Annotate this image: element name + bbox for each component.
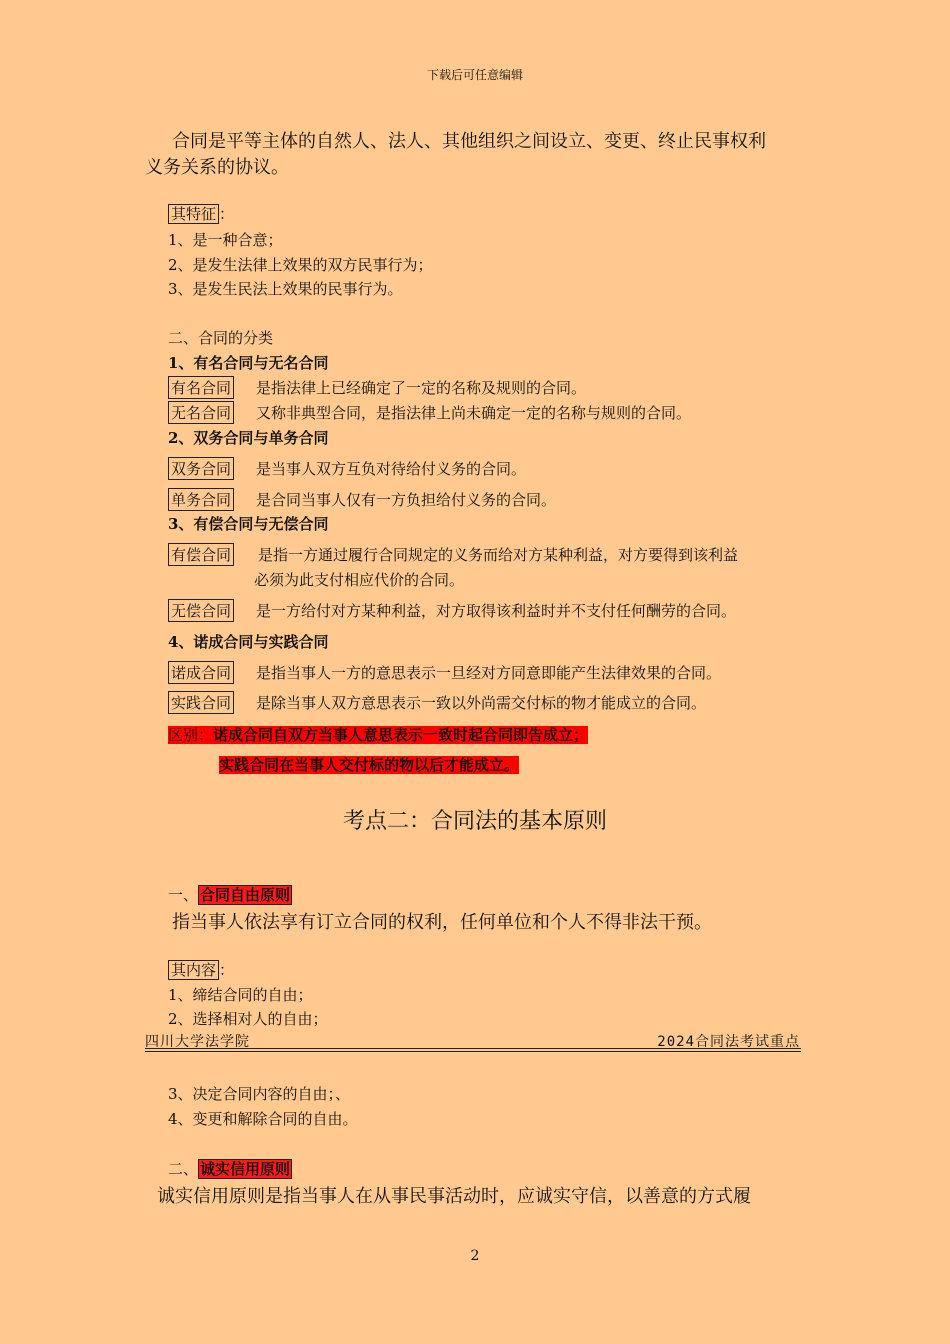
difference-label: 区别： xyxy=(168,726,214,744)
term-label: 实践合同 xyxy=(168,691,234,714)
term-label: 双务合同 xyxy=(168,457,234,480)
page-number: 2 xyxy=(470,1248,480,1264)
feature-item: 3、是发生民法上效果的民事行为。 xyxy=(168,280,403,298)
term-definition: 是合同当事人仅有一方负担给付义务的合同。 xyxy=(256,491,557,509)
footer-right: 2024合同法考试重点 xyxy=(657,1034,800,1050)
term-label: 诺成合同 xyxy=(168,661,234,684)
feature-item: 2、是发生法律上效果的双方民事行为； xyxy=(168,256,433,274)
term-definition: 是指当事人一方的意思表示一旦经对方同意即能产生法律效果的合同。 xyxy=(256,664,722,682)
features-colon: ： xyxy=(219,205,235,223)
principle-1-prefix: 一、 xyxy=(168,886,199,904)
term-definition: 是一方给付对方某种利益，对方取得该利益时并不支付任何酬劳的合同。 xyxy=(256,602,737,620)
term-definition: 是指一方通过履行合同规定的义务而给对方某种利益，对方要得到该利益 xyxy=(258,546,739,564)
group-title: 3、有偿合同与无偿合同 xyxy=(168,515,329,533)
principle-2-desc: 诚实信用原则是指当事人在从事民事活动时，应诚实守信，以善意的方式履 xyxy=(157,1186,751,1207)
term-label: 无偿合同 xyxy=(168,599,234,622)
difference-text-1: 诺成合同自双方当事人意思表示一致时起合同即告成立； xyxy=(213,726,589,744)
principle-1-desc: 指当事人依法享有订立合同的权利，任何单位和个人不得非法干预。 xyxy=(172,912,712,933)
content-item: 2、选择相对人的自由； xyxy=(168,1010,328,1028)
principle-1-heading xyxy=(168,884,292,905)
term-label: 单务合同 xyxy=(168,488,234,511)
features-label: 其特征 xyxy=(168,204,219,224)
group-title: 4、诺成合同与实践合同 xyxy=(168,633,329,651)
difference-line-1 xyxy=(168,724,588,745)
content-item: 3、决定合同内容的自由；、 xyxy=(168,1085,351,1103)
footer-rule xyxy=(145,1048,801,1052)
page-header: 下载后可任意编辑 xyxy=(426,68,523,82)
content-colon: ： xyxy=(219,961,235,979)
features-heading xyxy=(168,203,234,224)
principle-2-name: 诚实信用原则 xyxy=(200,1160,291,1178)
intro-line-1: 合同是平等主体的自然人、法人、其他组织之间设立、变更、终止民事权利 xyxy=(172,131,766,152)
term-label: 无名合同 xyxy=(168,401,234,424)
content-label: 其内容 xyxy=(168,960,219,980)
principle-2-prefix: 二、 xyxy=(168,1160,199,1178)
classification-heading: 二、合同的分类 xyxy=(168,329,274,347)
term-definition: 是指法律上已经确定了一定的名称及规则的合同。 xyxy=(256,379,587,397)
principle-2-heading xyxy=(168,1158,292,1179)
term-label: 有偿合同 xyxy=(168,543,234,566)
term-definition: 又称非典型合同，是指法律上尚未确定一定的名称与规则的合同。 xyxy=(256,404,692,422)
term-definition: 是当事人双方互负对待给付义务的合同。 xyxy=(256,460,527,478)
group-title: 1、有名合同与无名合同 xyxy=(168,354,329,372)
section-title: 考点二：合同法的基本原则 xyxy=(342,809,607,834)
difference-line-2 xyxy=(219,754,519,775)
footer-left: 四川大学法学院 xyxy=(145,1034,250,1050)
intro-line-2: 义务关系的协议。 xyxy=(145,157,289,178)
content-item: 1、缔结合同的自由； xyxy=(168,986,313,1004)
term-definition: 是除当事人双方意思表示一致以外尚需交付标的物才能成立的合同。 xyxy=(256,694,707,712)
feature-item: 1、是一种合意； xyxy=(168,231,283,249)
term-label: 有名合同 xyxy=(168,376,234,399)
group-title: 2、双务合同与单务合同 xyxy=(168,429,329,447)
term-definition-cont: 必须为此支付相应代价的合同。 xyxy=(254,571,465,589)
principle-1-name: 合同自由原则 xyxy=(200,886,291,904)
difference-text-2: 实践合同在当事人交付标的物以后才能成立。 xyxy=(219,756,520,774)
content-item: 4、变更和解除合同的自由。 xyxy=(168,1110,358,1128)
content-heading xyxy=(168,959,234,980)
